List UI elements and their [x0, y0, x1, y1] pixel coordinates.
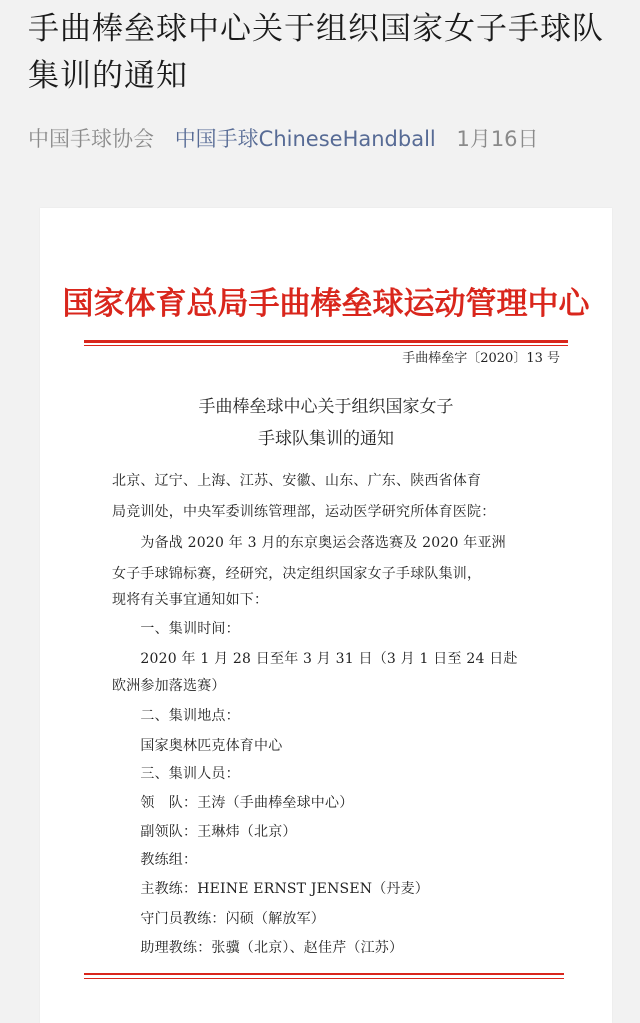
body-line: 女子手球锦标赛，经研究，决定组织国家女子手球队集训，: [112, 566, 482, 582]
footer-rule: [84, 973, 564, 975]
publish-date: 1月16日: [456, 127, 539, 151]
document-image[interactable]: [40, 208, 612, 1023]
body-line: 副领队：王琳炜（北京）: [112, 824, 297, 840]
agency-letterhead: 国家体育总局手曲棒垒球运动管理中心: [62, 286, 590, 322]
body-line: 二、集训地点：: [112, 708, 240, 724]
account-link[interactable]: 中国手球ChineseHandball: [174, 127, 436, 151]
body-line: 教练组：: [112, 852, 198, 868]
article-header: [0, 0, 640, 205]
body-line: 北京、辽宁、上海、江苏、安徽、山东、广东、陕西省体育: [112, 473, 482, 489]
body-line: 局竞训处，中央军委训练管理部，运动医学研究所体育医院：: [112, 504, 496, 520]
footer-rule-thin: [84, 978, 564, 979]
body-line: 守门员教练：闪硕（解放军）: [112, 911, 325, 927]
document-title-line2: 手球队集训的通知: [258, 429, 394, 449]
body-line: 欧洲参加落选赛）: [112, 678, 226, 694]
document-title-line1: 手曲棒垒球中心关于组织国家女子: [198, 397, 454, 417]
body-line: 国家奥林匹克体育中心: [112, 738, 283, 754]
letterhead-rule: [84, 340, 568, 343]
article-title: 手曲棒垒球中心关于组织国家女子手球队集训的通知: [28, 11, 604, 94]
body-line: 助理教练：张骥（北京）、赵佳芹（江苏）: [112, 940, 404, 956]
document-number: 手曲棒垒字〔2020〕13 号: [402, 351, 560, 366]
letterhead-rule-thin: [84, 345, 568, 346]
body-line: 2020 年 1 月 28 日至年 3 月 31 日（3 月 1 日至 24 日赴: [112, 651, 518, 667]
document-page: [40, 208, 612, 1023]
author-org: 中国手球协会: [28, 127, 154, 151]
body-line: 为备战 2020 年 3 月的东京奥运会落选赛及 2020 年亚洲: [112, 535, 506, 551]
article-meta: [28, 124, 628, 154]
body-line: 现将有关事宜通知如下：: [112, 592, 269, 608]
body-line: 一、集训时间：: [112, 621, 240, 637]
body-line: 三、集训人员：: [112, 766, 240, 782]
body-line: 主教练：HEINE ERNST JENSEN（丹麦）: [112, 881, 430, 897]
body-line: 领 队：王涛（手曲棒垒球中心）: [112, 795, 354, 811]
